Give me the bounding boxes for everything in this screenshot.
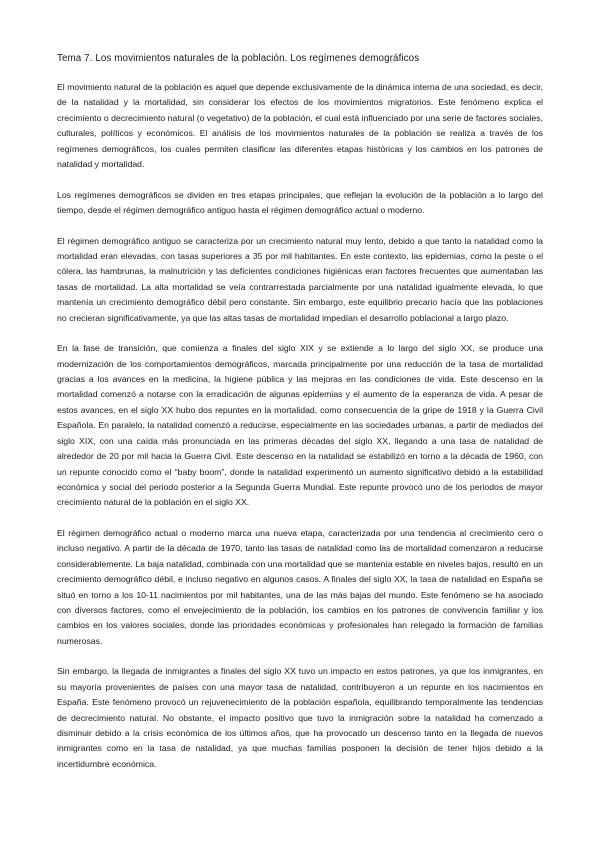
- document-title: Tema 7. Los movimientos naturales de la población. Los regímenes demográficos: [57, 53, 420, 64]
- paragraph-immigration: Sin embargo, la llegada de inmigrantes a finales del siglo XX tuvo un impacto en estos patrones, ya que los inmigrantes, en su mayoría provenientes de países con una mayor tasa de natalidad, contribuyeron a un repunte en los nacimientos en España. Este fenómeno provocó un rejuvenecimiento de la población española, equilibrando temporalmente las tendencias de decrecimiento natural. No obstante, el impacto positivo que tuvo la inmigración sobre la natalidad ha comenzado a disminuir debido a la crisis económica de los últimos años, que ha provocado un descenso tanto en la llegada de nuevos inmigrantes como en la tasa de natalidad, ya que muchas familias posponen la decisión de tener hijos debido a la incertidumbre económica.: [57, 666, 543, 769]
- paragraph-regimes-overview: Los regímenes demográficos se dividen en tres etapas principales, que reflejan la evolución de la población a lo largo del tiempo, desde el régimen demográfico antiguo hasta el régimen demográfico actual o moderno.: [57, 189, 543, 216]
- paragraph-old-regime: El régimen demográfico antiguo se caracteriza por un crecimiento natural muy lento, debido a que tanto la natalidad como la mortalidad eran elevadas, con tasas superiores a 35 por mil habitantes. En este contexto, las epidemias, como la peste o el cólera, las hambrunas, la malnutrición y las deficientes condiciones higiénicas eran factores frecuentes que aumentaban las tasas de mortalidad. La alta mortalidad se veía contrarrestada parcialmente por una natalidad igualmente elevada, lo que mantenía un crecimiento demográfico débil pero constante. Sin embargo, este equilibrio precario hacía que las poblaciones no crecieran significativamente, ya que las altas tasas de mortalidad impedían el desarrollo poblacional a largo plazo.: [57, 235, 543, 323]
- paragraph-intro: El movimiento natural de la población es aquel que depende exclusivamente de la dinámica interna de una sociedad, es decir, de la natalidad y la mortalidad, sin considerar los efectos de los movimientos migratorios. Este fenómeno explica el crecimiento o decrecimiento natural (o vegetativo) de la población, el cual está influenciado por una serie de factores sociales, culturales, políticos y económicos. El análisis de los movimientos naturales de la población se realiza a través de los regímenes demográficos, los cuales permiten clasificar las diferentes etapas históricas y los cambios en los patrones de natalidad y mortalidad.: [57, 82, 543, 170]
- paragraph-transition: En la fase de transición, que comienza a finales del siglo XIX y se extiende a lo largo del siglo XX, se produce una modernización de los comportamientos demográficos, marcada principalmente por una reducción de la tasa de mortalidad gracias a los avances en la medicina, la higiene pública y las mejoras en las condiciones de vida. Este descenso en la mortalidad comenzó a notarse con la erradicación de algunas epidemias y el aumento de la esperanza de vida. A pesar de estos avances, en el siglo XX hubo dos repuntes en la mortalidad, como consecuencia de la gripe de 1918 y la Guerra Civil Española. En paralelo, la natalidad comenzó a reducirse, especialmente en las sociedades urbanas, a partir de mediados del siglo XIX, con una caída más pronunciada en las primeras décadas del siglo XX, llegando a una tasa de natalidad de alrededor de 20 por mil hacia la Guerra Civil. Este descenso en la natalidad se estabilizó en torno a la década de 1960, con un repunte conocido como el "baby boom", donde la natalidad experimentó un aumento significativo debido a la estabilidad económica y social del periodo posterior a la Segunda Guerra Mundial. Este repunte provocó uno de los periodos de mayor crecimiento natural de la población en el siglo XX.: [57, 343, 543, 508]
- paragraph-modern-regime: El régimen demográfico actual o moderno marca una nueva etapa, caracterizada por una tendencia al crecimiento cero o incluso negativo. A partir de la década de 1970, tanto las tasas de natalidad como las de mortalidad comenzaron a reducirse considerablemente. La baja natalidad, combinada con una mortalidad que se mantenía estable en niveles bajos, resultó en un crecimiento demográfico débil, e incluso negativo en algunos casos. A finales del siglo XX, la tasa de natalidad en España se situó en torno a los 10-11 nacimientos por mil habitantes, una de las más bajas del mundo. Este fenómeno se ha asociado con diversos factores, como el envejecimiento de la población, los cambios en los patrones de convivencia familiar y los cambios en los valores sociales, donde las prioridades económicas y profesionales han relegado la formación de familias numerosas.: [57, 527, 543, 646]
- document-page: [57, 52, 543, 772]
